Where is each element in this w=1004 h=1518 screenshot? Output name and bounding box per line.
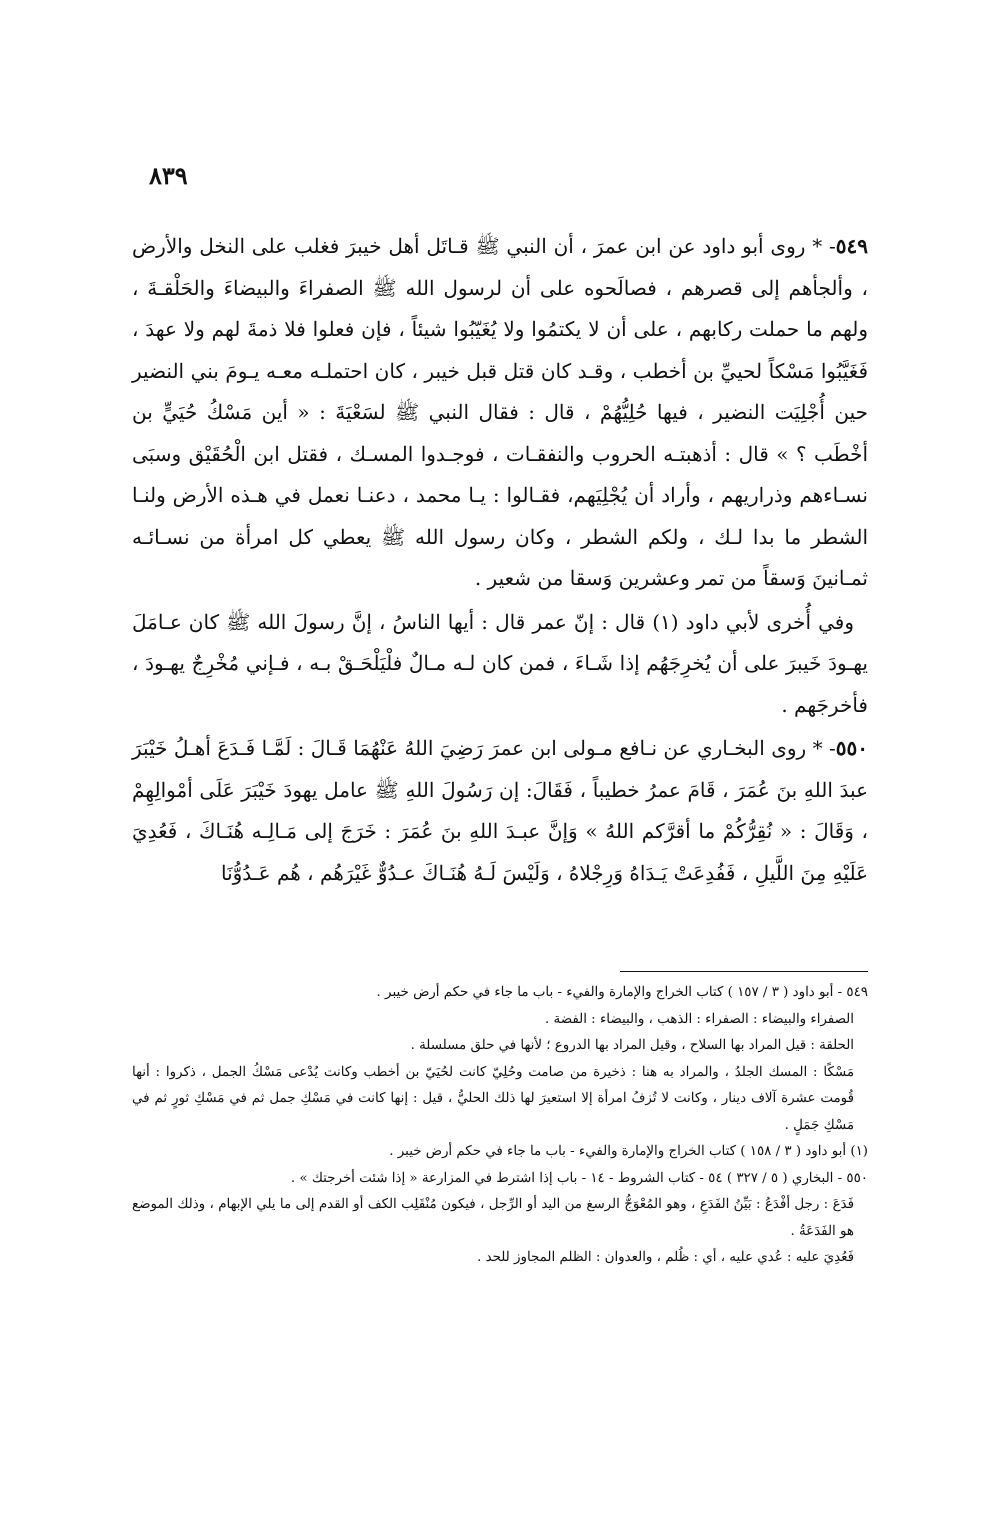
footnotes bbox=[132, 980, 868, 1272]
footnote-550-source: ٥٥٠ - البخاري ( ٥ / ٣٢٧ ) ٥٤ - كتاب الشروط - ١٤ - باب إذا اشترط في المزارعة « إذا شئت أخرجتك » . bbox=[290, 1170, 868, 1186]
footnote-gloss: مَسْكًا : المسك الجلدُ ، والمراد به هنا : ذخيرة من صامت وحُلِيّ كانت لحُيَيّ بن أخطب وكانت يُدْعى مَسْكُ الجمل ، ذكروا : أنها قُومت عشرة آلاف دينار ، وكانت لا تُزفُ امرأة إلا استعيرَ لها ذلك الحليُّ ، قيل : إنها كانت في مَسْكِ جمل ثم في مَسْكِ ثورٍ ثم في مَسْكِ جَمَلٍ . bbox=[132, 1064, 854, 1133]
footnote-divider bbox=[620, 971, 868, 972]
hadith-marker: - * bbox=[805, 234, 836, 258]
footnote-reference: (١) bbox=[652, 609, 679, 634]
footnote-gloss: الصفراء والبيضاء : الصفراء : الذهب ، والبيضاء : الفضة . bbox=[545, 1011, 854, 1027]
hadith-549 bbox=[132, 226, 868, 600]
hadith-number: ٥٥٠ bbox=[835, 736, 868, 760]
main-text bbox=[132, 226, 868, 896]
hadith-text: روى أبو داود عن ابن عمرَ ، أن النبي ﷺ قـاتَل أهل خيبرَ فغلب على النخل والأرض ، وألجأهم إلى قصرهم ، فصالَحوه على أن لرسول الله ﷺ الصفراءَ والبيضاءَ والحَلْقـةَ ، ولهم ما حملت ركابهم ، على أن لا يكتمُوا ولا يُغَيّبُوا شيئاً ، فإن فعلوا فلا ذمةَ لهم ولا عهدَ ، فَغَيَّبُوا مَسْكاً لحييِّ بن أخطب ، وقـد كان قتل قبل خيبر ، كان احتملـه معـه يـومَ بني النضير حين أُجْلِيَت النضير ، فيها حُلِيُّهُمْ ، قال : فقال النبي ﷺ لسَعْيَةَ : « أين مَسْكُ حُيَيٍّ بن أخْطَب ؟ » قال : أذهبتـه الحروب والنفقـات ، فوجـدوا المسـك ، فقتل ابن الْحُقَيْق وسبَى نسـاءهم وذراريهم ، وأراد أن يُجْلِيَهم، فقـالوا : يـا محمد ، دعنـا نعمل في هـذه الأرض ولنـا الشطر ما بدا لـك ، ولكم الشطر ، وكان رسول الله ﷺ يعطي كل امرأة من نسـائـه ثمـانينَ وَسقاً من تمر وعشرين وَسقا من شعير . bbox=[132, 234, 868, 590]
hadith-549-other-narration bbox=[132, 602, 868, 727]
hadith-text: روى البخـاري عن نـافع مـولى ابن عمرَ رَضِيَ اللهُ عَنْهُمَا قَـالَ : لَمَّـا فَـدَعَ أهـلُ خَيْبَرَ عبدَ اللهِ بنَ عُمَرَ ، قَامَ عمرُ خطيباً ، فَقَالَ: إن رَسُولَ اللهِ ﷺ عامل يهودَ خَيْبَرَ عَلَى أمْوالِهِمْ ، وَقَالَ : « نُقِرُّكُمْ ما أقرَّكم اللهُ » وَإنَّ عبـدَ اللهِ بنَ عُمَرَ : خَرَجَ إلى مَـالِـه هُنَـاكَ ، فَعُدِيَ عَلَيْهِ مِنَ اللَّيلِ ، فَفُدِعَتْ يَـدَاهُ وَرِجْلاهُ ، وَلَيْسَ لَـهُ هُنَـاكَ عـدُوٌّ غَيْرَهُم ، هُم عَـدُوُّنَا bbox=[132, 736, 868, 885]
footnote-549-source: ٥٤٩ - أبو داود ( ٣ / ١٥٧ ) كتاب الخراج والإمارة والفيء - باب ما جاء في حكم أرض خيبر . bbox=[376, 985, 868, 1000]
footnote-gloss: فَعُدِيَ عليه : عُدي عليه ، أي : ظُلم ، والعدوان : الظلم المجاوز للحد . bbox=[477, 1250, 854, 1265]
footnote-gloss: الحلقة : قيل المراد بها السلاح ، وقيل المراد بها الدروع ؛ لأنها في حلق مسلسلة . bbox=[410, 1038, 854, 1053]
page-number: ٨٣٩ bbox=[149, 161, 188, 190]
narration-text-before: وفي أُخرى لأبي داود bbox=[678, 609, 854, 634]
hadith-number: ٥٤٩ bbox=[835, 234, 868, 258]
hadith-550 bbox=[132, 728, 868, 894]
footnote-1-source: (١) أبو داود ( ٣ / ١٥٨ ) كتاب الخراج والإمارة والفيء - باب ما جاء في حكم أرض خيبر . bbox=[389, 1144, 868, 1159]
footnote-gloss: فَدَعَ : رجل أفْدَعُ : بَيِّنُ الفَدَعِ ، وهو المُعْوَجُّ الرسغ من اليد أو الرِّجل ، فيكون مُنْقَلِب الكف أو القدم إلى ما يلي الإبهام ، وذلك الموضع هو الفَدَعَةُ . bbox=[132, 1197, 854, 1239]
hadith-marker: - * bbox=[806, 736, 836, 760]
narration-text-after: قال : إنّ عمر قال : أيها الناسُ ، إنَّ رسولَ الله ﷺ كان عـامَلَ يهـودَ خَيبرَ على أن يُخرِجَهُم إذا شَـاءَ ، فمن كان لـه مـالٌ فلْيَلْحَـقْ بـه ، فـإني مُخْرِجٌ يهـودَ ، فأخرجَهم . bbox=[132, 609, 868, 717]
